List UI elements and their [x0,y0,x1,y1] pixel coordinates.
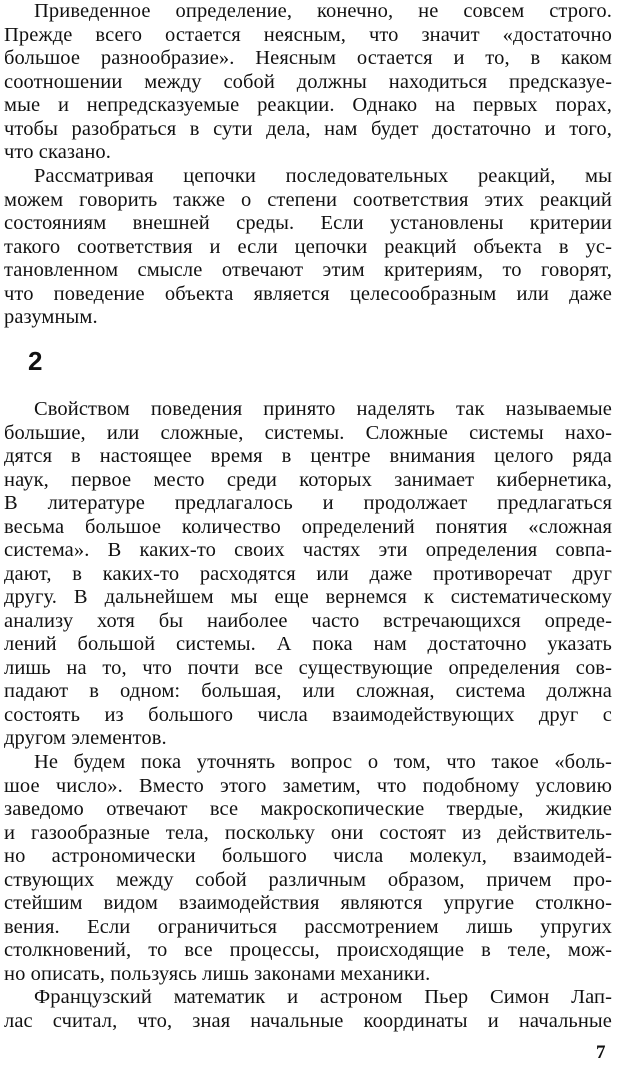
paragraph-3 [4,398,612,751]
text-line: Французский математик и астроном Пьер Симон Лап- [34,986,612,1008]
text-line: лишь на то, что почти все существующие определения сов- [4,656,612,679]
text-line: В литературе предлагалось и продолжает предлагаться [4,492,612,514]
paragraph-5 [4,986,612,1033]
text-line: чтобы разобраться в сути дела, нам будет достаточно и того, [4,117,612,140]
text-line: ствующих между собой различным образом, причем про- [4,868,612,891]
text-line: Рассматривая цепочки последовательных реакций, мы [34,165,612,187]
text-line: Прежде всего остается неясным, что значит «достаточно [4,23,612,46]
text-line: тановленном смысле отвечают этим критериям, то говорят, [4,259,612,281]
text-line: такого соответствия и если цепочки реакций объекта в ус- [4,235,612,258]
text-line: система». В каких-то своих частях эти определения совпа- [4,539,612,561]
paragraph-1 [4,0,612,165]
text-line: Приведенное определение, конечно, не совсем строго. [34,0,612,22]
text-line: но астрономически большого числа молекул, взаимодей- [4,845,612,867]
text-line: дают, в каких-то расходятся или даже противоречат друг [4,562,612,585]
text-line: состояниям внешней среды. Если установлены критерии [4,212,612,234]
text-line: и газообразные тела, поскольку они состоят из действитель- [4,821,612,844]
text-line: дятся в настоящее время в центре внимания целого ряда [4,445,612,467]
text-line: Свойством поведения принято наделять так называемые [34,398,612,420]
section-heading: 2 [28,346,43,376]
text-line: другу. В дальнейшем мы еще вернемся к систематическому [4,586,612,608]
text-line: состоять из большого числа взаимодействующих друг с [4,703,612,726]
page-number: 7 [596,1042,606,1063]
text-line: анализу хотя бы наиболее часто встречающихся опреде- [4,609,612,632]
text-line: вения. Если ограничиться рассмотрением лишь упругих [4,915,612,938]
text-line: стейшим видом взаимодействия являются упругие столкно- [4,892,612,914]
text-line: наук, первое место среди которых занимает кибернетика, [4,468,612,491]
text-line: лений большой системы. А пока нам достаточно указать [4,633,612,655]
text-line: большие, или сложные, системы. Сложные системы нахо- [4,421,612,444]
text-line: разумным. [4,306,98,328]
paragraph-4 [4,751,612,986]
text-line: что поведение объекта является целесообразным или даже [4,282,612,305]
text-line: заведомо отвечают все макроскопические твердые, жидкие [4,798,612,820]
text-line: шое число». Вместо этого заметим, что подобному условию [4,774,612,797]
text-line: весьма большое количество определений понятия «сложная [4,515,612,538]
text-line: большое разнообразие». Неясным остается и то, в каком [4,47,612,69]
text-line: но описать, пользуясь лишь законами механики. [4,962,431,985]
text-line: столкновений, то все процессы, происходящие в теле, мож- [4,939,612,961]
text-line: лас считал, что, зная начальные координаты и начальные [4,1009,612,1032]
paragraph-2 [4,165,612,330]
text-line: падают в одном: большая, или сложная, система должна [4,680,612,702]
text-line: что сказано. [4,141,111,163]
text-line: Не будем пока уточнять вопрос о том, что такое «боль- [34,751,612,773]
text-line: соотношении между собой должны находиться предсказуе- [4,70,612,93]
text-line: можем говорить также о степени соответствия этих реакций [4,188,612,211]
text-line: мые и непредсказуемые реакции. Однако на первых порах, [4,94,612,116]
text-line: другом элементов. [4,727,167,749]
